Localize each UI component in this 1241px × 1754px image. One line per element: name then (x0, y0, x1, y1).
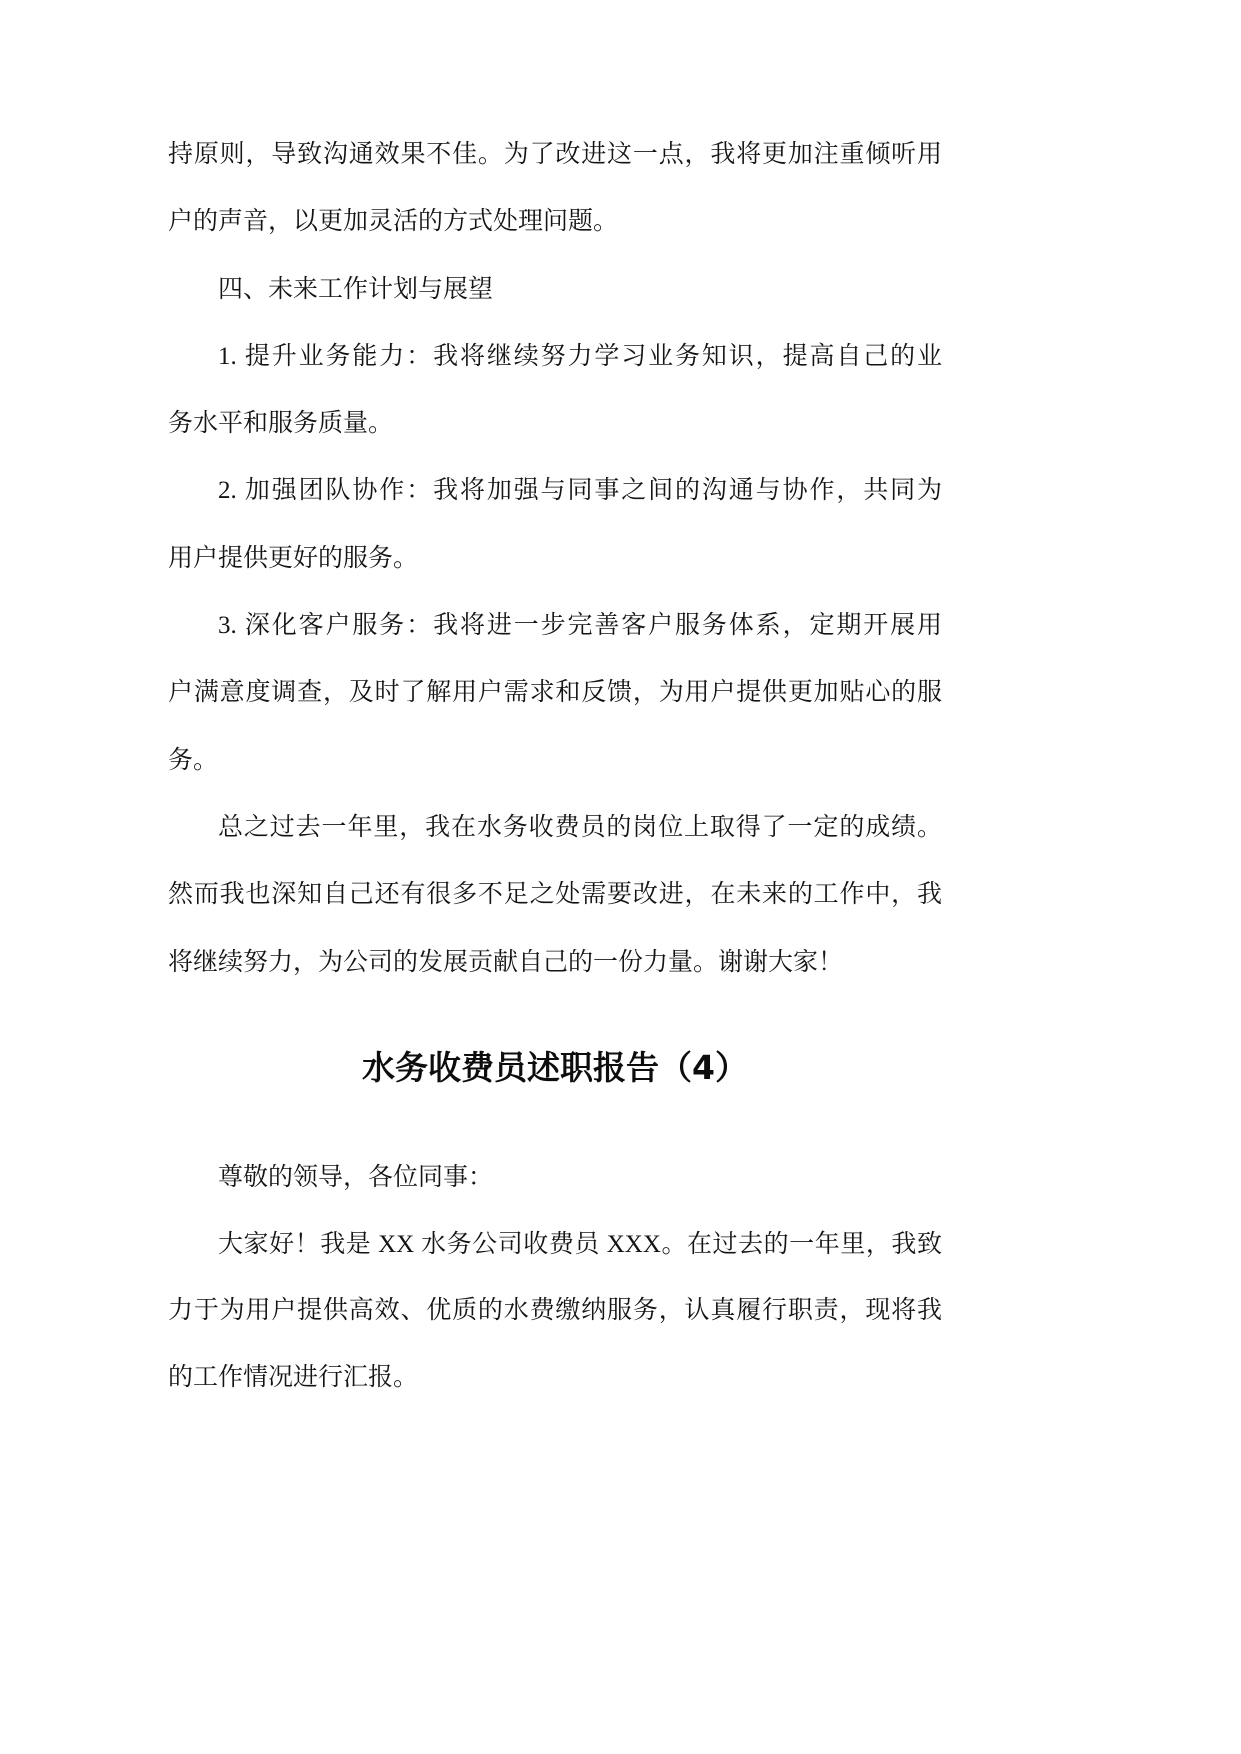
paragraph-conclusion (168, 794, 942, 996)
text-line: 力于为用户提供高效、优质的水费缴纳服务，认真履行职责，现将我 (168, 1297, 942, 1325)
paragraph-introduction (168, 1212, 942, 1412)
text-line: 尊敬的领导，各位同事： (218, 1164, 494, 1191)
list-item-3 (168, 592, 942, 794)
text-line: 大家好！我是 XX 水务公司收费员 XXX。在过去的一年里，我致 (218, 1230, 942, 1258)
report-title: 水务收费员述职报告（4） (362, 1048, 748, 1087)
text-line: 务水平和服务质量。 (168, 410, 394, 438)
text-line: 四、未来工作计划与展望 (218, 275, 494, 303)
text-line: 的工作情况进行汇报。 (168, 1364, 419, 1392)
list-item-2 (168, 457, 942, 592)
text-line: 务。 (168, 746, 219, 774)
text-line: 户的声音，以更加灵活的方式处理问题。 (168, 208, 619, 236)
salutation (168, 1145, 942, 1212)
text-line: 持原则，导致沟通效果不佳。为了改进这一点，我将更加注重倾听用 (168, 141, 942, 168)
text-line: 然而我也深知自己还有很多不足之处需要改进，在未来的工作中，我 (168, 881, 942, 909)
report-4-body (168, 1145, 942, 1412)
list-item-1 (168, 323, 942, 458)
text-line: 3. 深化客户服务：我将进一步完善客户服务体系，定期开展用 (218, 612, 942, 640)
text-line: 1. 提升业务能力：我将继续努力学习业务知识，提高自己的业 (218, 342, 942, 370)
text-line: 户满意度调查，及时了解用户需求和反馈，为用户提供更加贴心的服 (168, 679, 942, 707)
section-heading-future-plan (168, 256, 942, 323)
text-line: 2. 加强团队协作：我将加强与同事之间的沟通与协作，共同为 (218, 477, 942, 505)
text-line: 将继续努力，为公司的发展贡献自己的一份力量。谢谢大家！ (168, 948, 844, 976)
paragraph-closing-problem (168, 121, 942, 256)
previous-report-continuation (168, 121, 942, 996)
text-line: 用户提供更好的服务。 (168, 544, 419, 572)
text-line: 总之过去一年里，我在水务收费员的岗位上取得了一定的成绩。 (218, 813, 942, 841)
